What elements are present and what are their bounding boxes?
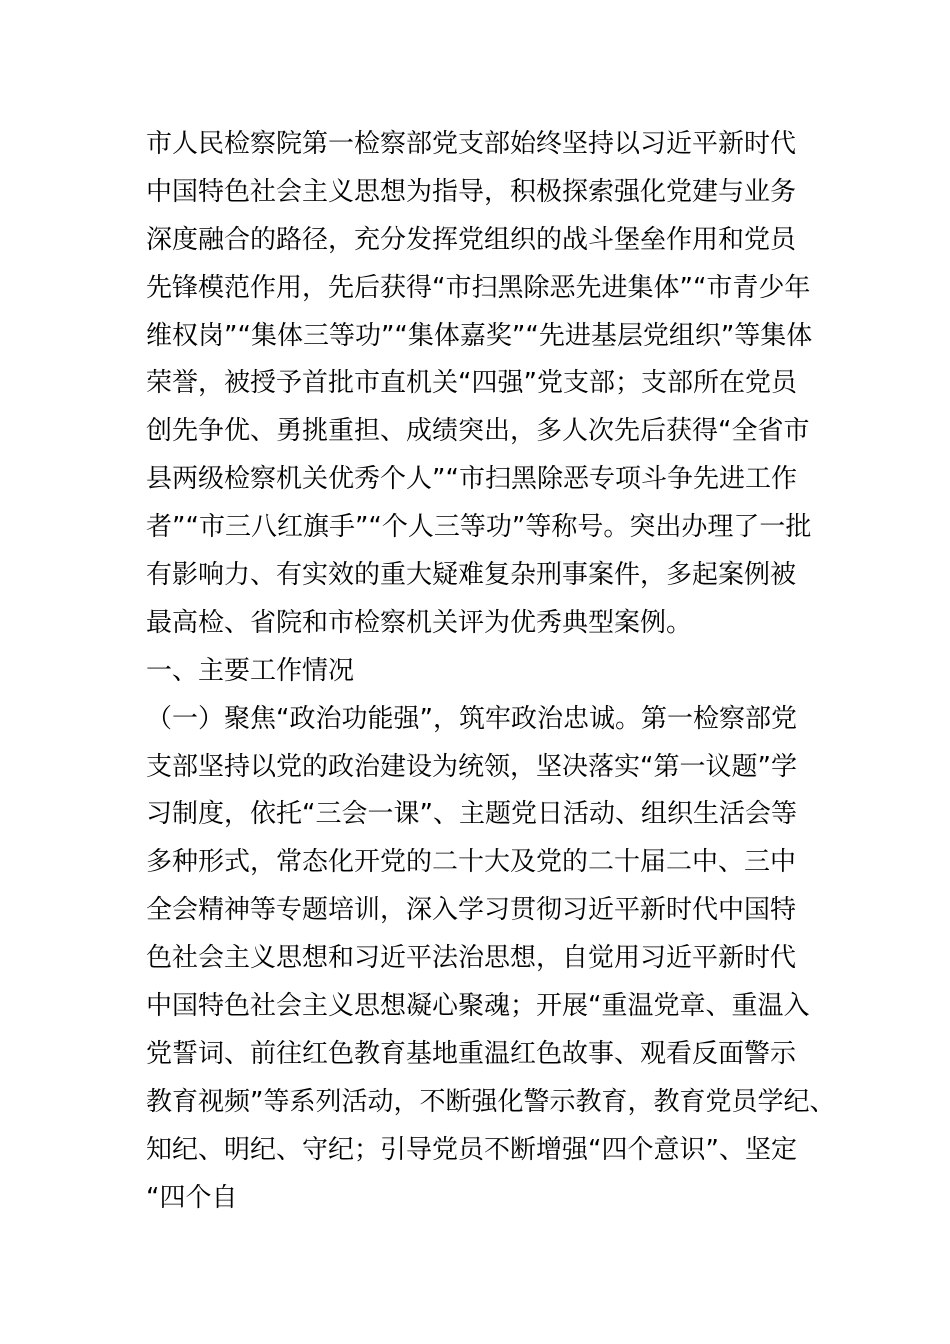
text-line: 创先争优、勇挑重担、成绩突出，多人次先后获得“全省市 <box>146 416 810 447</box>
text-line: 习制度，依托“三会一课”、主题党日活动、组织生活会等 <box>146 799 797 830</box>
text-line: （一）聚焦“政治功能强”，筑牢政治忠诚。第一检察部党 <box>146 703 797 734</box>
text-line: 县两级检察机关优秀个人”“市扫黑除恶专项斗争先进工作 <box>146 464 797 495</box>
text-line: 者”“市三八红旗手”“个人三等功”等称号。突出办理了一批 <box>146 512 812 543</box>
text-line: 荣誉，被授予首批市直机关“四强”党支部；支部所在党员 <box>146 368 797 399</box>
text-line: 中国特色社会主义思想为指导，积极探索强化党建与业务 <box>146 176 797 207</box>
text-line: 最高检、省院和市检察机关评为优秀典型案例。 <box>146 607 693 638</box>
text-line: 先锋模范作用，先后获得“市扫黑除恶先进集体”“市青少年 <box>146 272 811 303</box>
text-line: 中国特色社会主义思想凝心聚魂；开展“重温党章、重温入 <box>146 991 810 1022</box>
body-text <box>146 121 836 1222</box>
text-line: 党誓词、前往红色教育基地重温红色故事、观看反面警示 <box>146 1038 797 1069</box>
text-line: 维权岗”“集体三等功”“集体嘉奖”“先进基层党组织”等集体 <box>146 320 813 351</box>
text-line: 有影响力、有实效的重大疑难复杂刑事案件，多起案例被 <box>146 560 797 591</box>
section-heading: 一、主要工作情况 <box>146 655 355 686</box>
text-line: 色社会主义思想和习近平法治思想，自觉用习近平新时代 <box>146 943 797 974</box>
text-line: 全会精神等专题培训，深入学习贯彻习近平新时代中国特 <box>146 895 797 926</box>
text-line: 市人民检察院第一检察部党支部始终坚持以习近平新时代 <box>146 129 797 159</box>
text-line: 教育视频”等系列活动，不断强化警示教育，教育党员学纪、 <box>146 1086 836 1117</box>
text-line: 支部坚持以党的政治建设为统领，坚决落实“第一议题”学 <box>146 751 797 782</box>
text-line: 深度融合的路径，充分发挥党组织的战斗堡垒作用和党员 <box>146 224 797 255</box>
text-line: 多种形式，常态化开党的二十大及党的二十届二中、三中 <box>146 847 797 878</box>
text-line: “四个自 <box>146 1182 238 1213</box>
text-line: 知纪、明纪、守纪；引导党员不断增强“四个意识”、坚定 <box>146 1134 797 1165</box>
